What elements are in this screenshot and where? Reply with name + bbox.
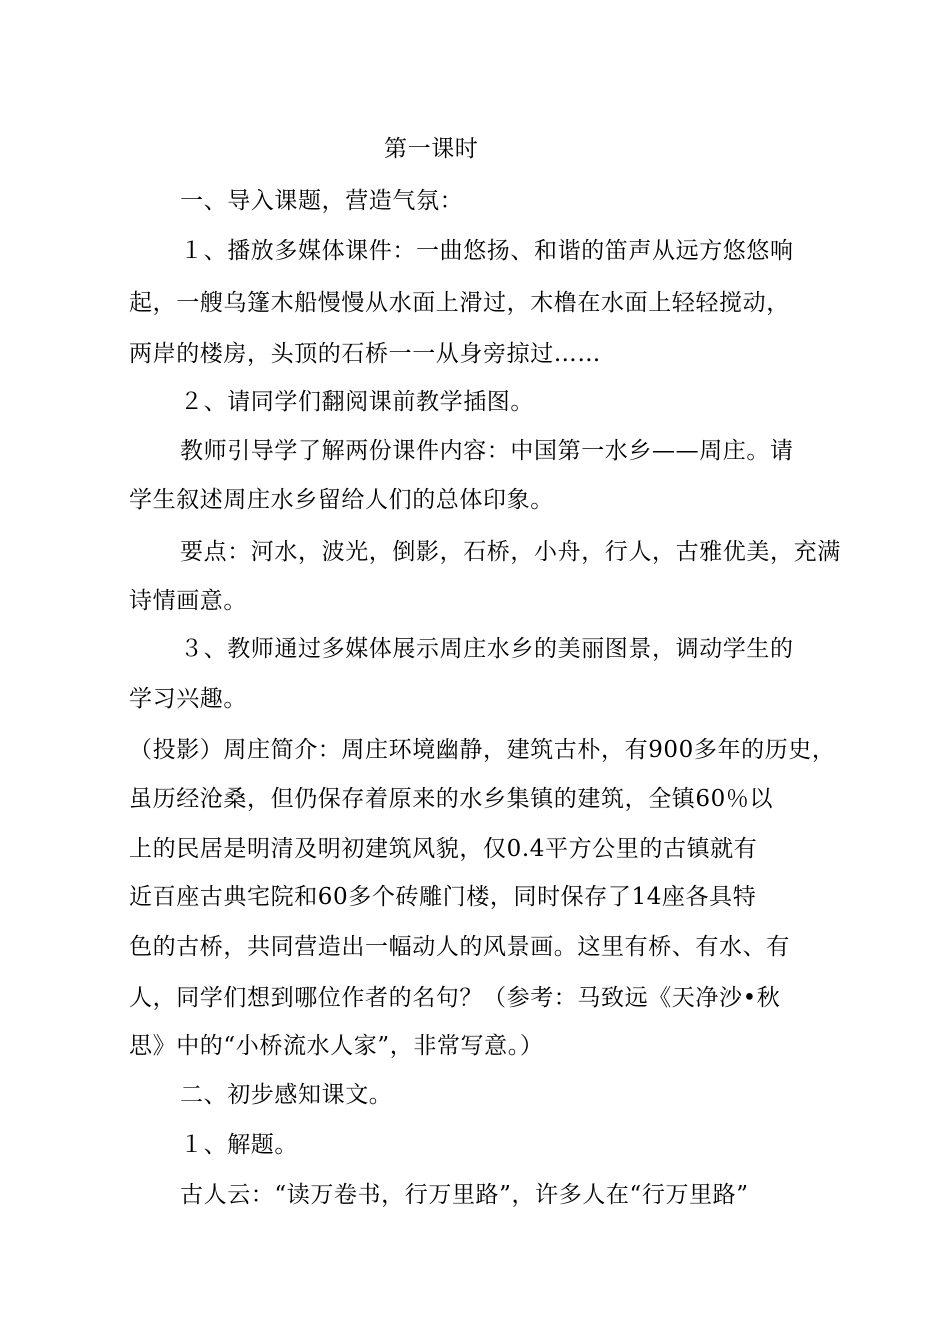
paragraph-line: 虽历经沧桑，但仍保存着原来的水乡集镇的建筑，全镇60％以 xyxy=(129,786,774,812)
paragraph-line: 学习兴趣。 xyxy=(129,686,247,712)
paragraph-line: １、播放多媒体课件：一曲悠扬、和谐的笛声从远方悠悠响 xyxy=(180,238,794,264)
paragraph-line: 学生叙述周庄水乡留给人们的总体印象。 xyxy=(129,487,554,513)
paragraph-line: 思》中的“小桥流水人家”，非常写意。） xyxy=(129,1033,544,1059)
paragraph-line: ２、请同学们翻阅课前教学插图。 xyxy=(180,389,534,415)
paragraph-line: 诗情画意。 xyxy=(129,588,247,614)
paragraph-line: 色的古桥，共同营造出一幅动人的风景画。这里有桥、有水、有 xyxy=(129,934,790,960)
paragraph-line: 近百座古典宅院和60多个砖雕门楼，同时保存了14座各具特 xyxy=(129,884,757,910)
paragraph-line: 二、初步感知课文。 xyxy=(180,1082,393,1108)
paragraph-line: 人，同学们想到哪位作者的名句？（参考：马致远《天净沙•秋 xyxy=(129,985,781,1011)
paragraph-line: 一、导入课题，营造气氛： xyxy=(180,188,464,214)
paragraph-line: 古人云：“读万卷书，行万里路”，许多人在“行万里路” xyxy=(180,1182,749,1208)
paragraph-line: ３、教师通过多媒体展示周庄水乡的美丽图景，调动学生的 xyxy=(180,636,794,662)
paragraph-line: １、解题。 xyxy=(180,1132,298,1158)
paragraph-line: 教师引导学了解两份课件内容：中国第一水乡——周庄。请 xyxy=(180,438,794,464)
paragraph-line: （投影）周庄简介：周庄环境幽静，建筑古朴，有900多年的历史， xyxy=(129,737,836,763)
paragraph-line: 要点：河水，波光，倒影，石桥，小舟，行人，古雅优美，充满 xyxy=(180,539,841,565)
paragraph-line: 两岸的楼房，头顶的石桥一一从身旁掠过…… xyxy=(129,341,601,367)
paragraph-line: 起，一艘乌篷木船慢慢从水面上滑过，木橹在水面上轻轻搅动， xyxy=(129,290,790,316)
section-title: 第一课时 xyxy=(384,136,479,162)
paragraph-line: 上的民居是明清及明初建筑风貌，仅0.4平方公里的古镇就有 xyxy=(129,836,758,862)
